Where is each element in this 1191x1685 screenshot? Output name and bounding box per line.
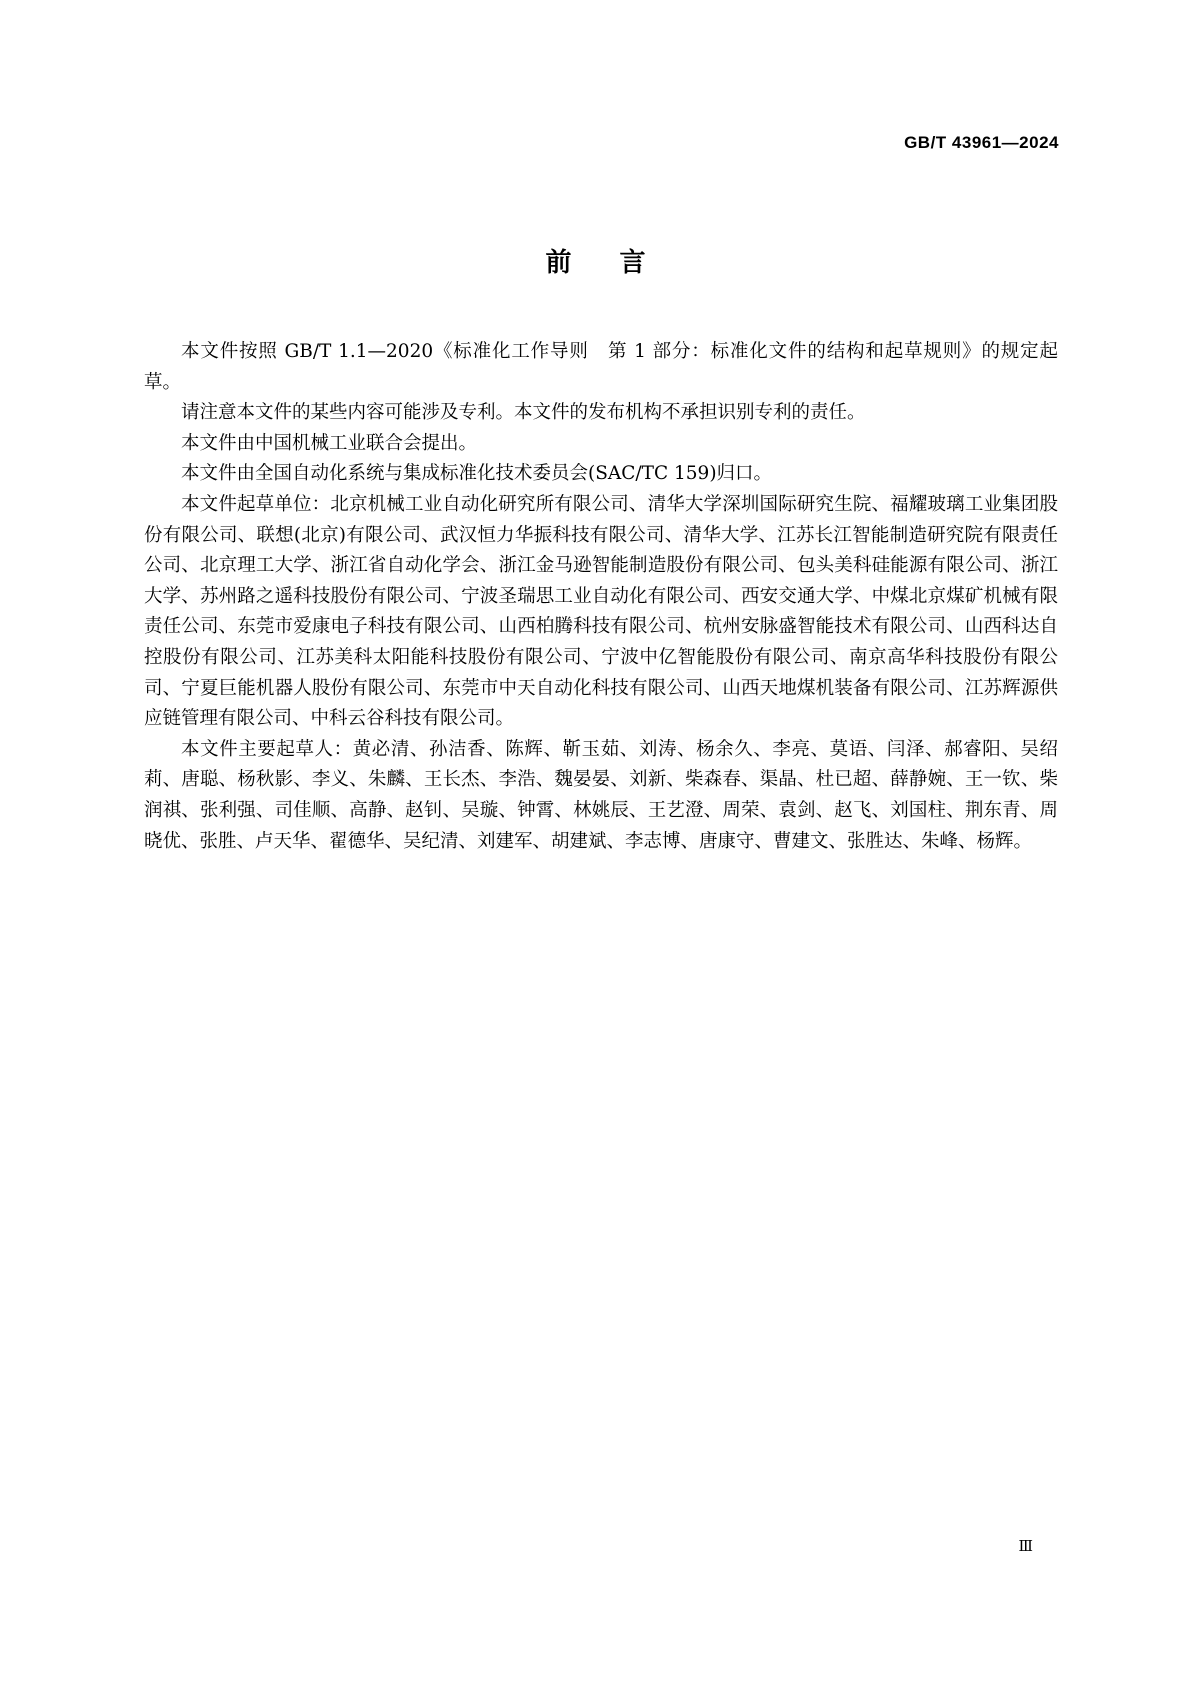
paragraph-drafters: 本文件主要起草人：黄必清、孙洁香、陈辉、靳玉茹、刘涛、杨余久、李亮、莫语、闫泽、郝睿阳、吴绍莉、唐聪、杨秋影、李义、朱麟、王长杰、李浩、魏晏晏、刘新、柴森春、渠晶、杜已超、薛静婉、王一钦、柴润祺、张利强、司佳顺、高静、赵钊、吴璇、钟霄、林姚辰、王艺澄、周荣、袁剑、赵飞、刘国柱、荆东青、周晓优、张胜、卢天华、翟德华、吴纪清、刘建军、胡建斌、李志博、唐康守、曹建文、张胜达、朱峰、杨辉。 <box>144 738 1058 852</box>
paragraph-drafting-units: 本文件起草单位：北京机械工业自动化研究所有限公司、清华大学深圳国际研究生院、福耀玻璃工业集团股份有限公司、联想(北京)有限公司、武汉恒力华振科技有限公司、清华大学、江苏长江智能制造研究院有限责任公司、北京理工大学、浙江省自动化学会、浙江金马逊智能制造股份有限公司、包头美科硅能源有限公司、浙江大学、苏州路之遥科技股份有限公司、宁波圣瑞思工业自动化有限公司、西安交通大学、中煤北京煤矿机械有限责任公司、东莞市爱康电子科技有限公司、山西柏腾科技有限公司、杭州安脉盛智能技术有限公司、山西科达自控股份有限公司、江苏美科太阳能科技股份有限公司、宁波中亿智能股份有限公司、南京高华科技股份有限公司、宁夏巨能机器人股份有限公司、东莞市中天自动化科技有限公司、山西天地煤机装备有限公司、江苏辉源供应链管理有限公司、中科云谷科技有限公司。 <box>144 493 1058 730</box>
paragraph-proposer: 本文件由中国机械工业联合会提出。 <box>181 432 478 454</box>
preface-body <box>144 337 1058 857</box>
standard-code: GB/T 43961—2024 <box>904 133 1059 152</box>
paragraph-technical-committee: 本文件由全国自动化系统与集成标准化技术委员会(SAC/TC 159)归口。 <box>181 463 773 485</box>
paragraph-patent-notice: 请注意本文件的某些内容可能涉及专利。本文件的发布机构不承担识别专利的责任。 <box>181 402 866 424</box>
page-title: 前言 <box>545 248 694 278</box>
paragraph-drafting-rules: 本文件按照 GB/T 1.1—2020《标准化工作导则 第 1 部分：标准化文件的结构和起草规则》的规定起草。 <box>144 341 1058 393</box>
page-number: Ⅲ <box>1018 1539 1033 1555</box>
